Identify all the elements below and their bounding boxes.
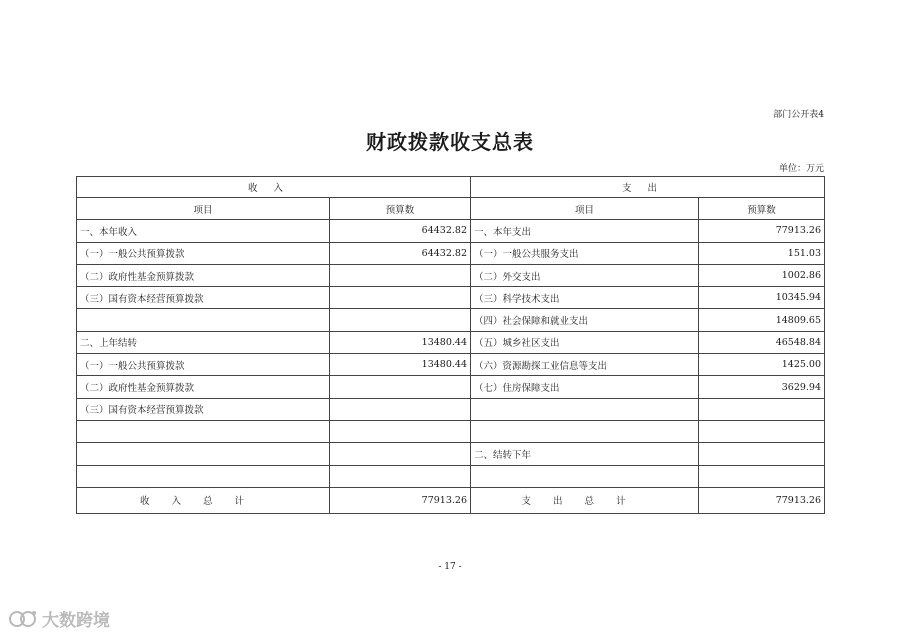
brand-logo-icon — [8, 609, 38, 629]
expense-item-cell — [471, 465, 699, 487]
watermark-text: 大数跨境 — [42, 611, 110, 631]
table-row — [77, 331, 825, 353]
income-item-cell: （三）国有资本经营预算拨款 — [77, 398, 330, 420]
page-number: - 17 - — [438, 562, 462, 572]
expense-amount-cell: 151.03 — [699, 242, 825, 264]
expense-amount-cell: 1425.00 — [699, 354, 825, 376]
table-row — [77, 220, 825, 242]
totals-row — [77, 487, 825, 513]
income-item-cell: 二、上年结转 — [77, 331, 330, 353]
expense-item-header: 项目 — [471, 198, 699, 220]
income-amount-cell: 13480.44 — [330, 354, 471, 376]
income-section-header: 收入 — [77, 177, 471, 198]
table-row — [77, 443, 825, 465]
table-row — [77, 264, 825, 286]
expense-amount-cell — [699, 420, 825, 442]
watermark — [8, 606, 110, 631]
table-row — [77, 420, 825, 442]
expense-amount-cell: 46548.84 — [699, 331, 825, 353]
income-amount-cell — [330, 376, 471, 398]
table-row — [77, 376, 825, 398]
expense-item-cell: （二）外交支出 — [471, 264, 699, 286]
expense-amount-cell: 77913.26 — [699, 220, 825, 242]
income-total-label: 收入总计 — [77, 487, 330, 513]
table-row — [77, 242, 825, 264]
income-item-cell: （二）政府性基金预算拨款 — [77, 376, 330, 398]
income-amount-cell — [330, 420, 471, 442]
expense-total-amount: 77913.26 — [699, 487, 825, 513]
section-header-row — [77, 177, 825, 198]
expense-section-header: 支出 — [471, 177, 825, 198]
budget-table — [76, 176, 825, 514]
table-row — [77, 287, 825, 309]
income-item-cell: 一、本年收入 — [77, 220, 330, 242]
expense-amount-cell — [699, 443, 825, 465]
income-amount-cell — [330, 398, 471, 420]
expense-amount-cell: 1002.86 — [699, 264, 825, 286]
income-item-cell: （一）一般公共预算拨款 — [77, 354, 330, 376]
expense-item-cell: 一、本年支出 — [471, 220, 699, 242]
income-amount-header: 预算数 — [330, 198, 471, 220]
expense-item-cell: （一）一般公共服务支出 — [471, 242, 699, 264]
income-item-cell: （二）政府性基金预算拨款 — [77, 264, 330, 286]
income-item-header: 项目 — [77, 198, 330, 220]
unit-label: 单位：万元 — [778, 164, 824, 174]
income-item-cell — [77, 309, 330, 331]
income-amount-cell — [330, 465, 471, 487]
income-amount-cell — [330, 309, 471, 331]
income-item-cell: （一）一般公共预算拨款 — [77, 242, 330, 264]
expense-item-cell: （七）住房保障支出 — [471, 376, 699, 398]
expense-item-cell: 二、结转下年 — [471, 443, 699, 465]
table-row — [77, 398, 825, 420]
table-row — [77, 309, 825, 331]
income-item-cell — [77, 443, 330, 465]
expense-total-label: 支出总计 — [471, 487, 699, 513]
income-item-cell: （三）国有资本经营预算拨款 — [77, 287, 330, 309]
column-header-row — [77, 198, 825, 220]
income-amount-cell: 64432.82 — [330, 242, 471, 264]
table-row — [77, 465, 825, 487]
expense-amount-cell: 10345.94 — [699, 287, 825, 309]
income-amount-cell: 64432.82 — [330, 220, 471, 242]
expense-item-cell: （三）科学技术支出 — [471, 287, 699, 309]
expense-amount-cell — [699, 398, 825, 420]
income-amount-cell — [330, 443, 471, 465]
expense-item-cell: （四）社会保障和就业支出 — [471, 309, 699, 331]
expense-amount-cell — [699, 465, 825, 487]
page-title: 财政拨款收支总表 — [366, 130, 534, 154]
expense-amount-header: 预算数 — [699, 198, 825, 220]
expense-item-cell: （六）资源勘探工业信息等支出 — [471, 354, 699, 376]
income-total-amount: 77913.26 — [330, 487, 471, 513]
expense-item-cell — [471, 398, 699, 420]
expense-amount-cell: 14809.65 — [699, 309, 825, 331]
form-code: 部门公开表4 — [773, 110, 824, 120]
income-amount-cell: 13480.44 — [330, 331, 471, 353]
income-item-cell — [77, 420, 330, 442]
table-row — [77, 354, 825, 376]
expense-item-cell — [471, 420, 699, 442]
expense-amount-cell: 3629.94 — [699, 376, 825, 398]
income-item-cell — [77, 465, 330, 487]
income-amount-cell — [330, 287, 471, 309]
expense-item-cell: （五）城乡社区支出 — [471, 331, 699, 353]
income-amount-cell — [330, 264, 471, 286]
